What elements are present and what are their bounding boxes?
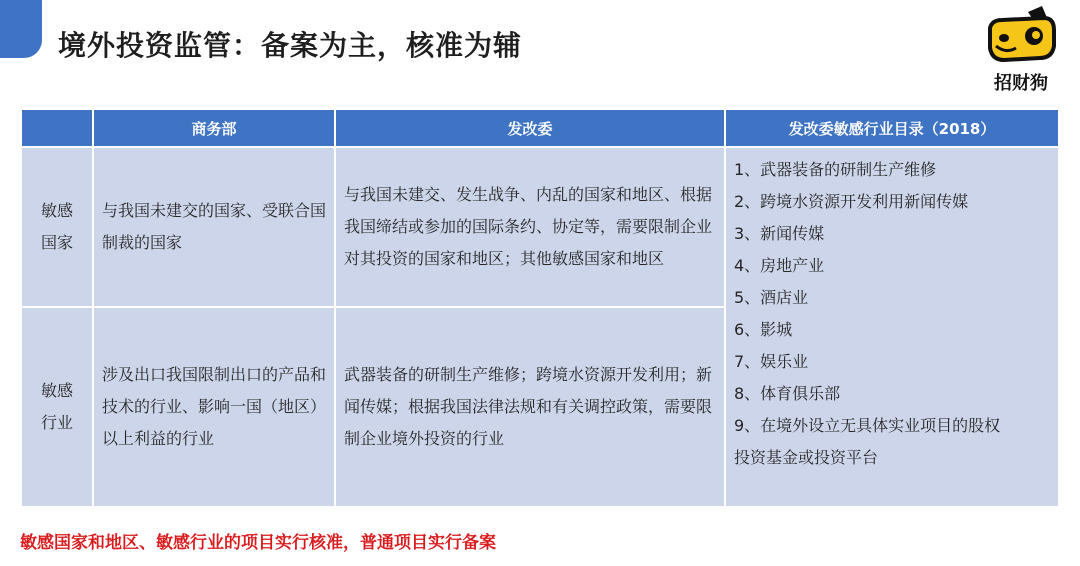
cell-ndrc-countries: 与我国未建交、发生战争、内乱的国家和地区、根据我国缔结或参加的国际条约、协定等，需要限制企业对其投资的国家和地区；其他敏感国家和地区 <box>336 148 724 306</box>
row-label-industries <box>22 308 92 506</box>
header-corner <box>22 110 92 146</box>
page-title: 境外投资监管：备案为主，核准为辅 <box>58 29 523 62</box>
cell-mofcom-countries: 与我国未建交的国家、受联合国制裁的国家 <box>94 148 334 306</box>
cell-mofcom-industries: 涉及出口我国限制出口的产品和技术的行业、影响一国（地区）以上利益的行业 <box>94 308 334 506</box>
list-item: 6、影城 <box>734 320 793 339</box>
table-row <box>22 148 1058 306</box>
comparison-table <box>20 108 1060 508</box>
header-mofcom: 商务部 <box>94 110 334 146</box>
list-item: 3、新闻传媒 <box>734 224 825 243</box>
row-label-countries <box>22 148 92 306</box>
table-header-row <box>22 110 1058 146</box>
list-item: 8、体育俱乐部 <box>734 384 841 403</box>
header-sensitive-list: 发改委敏感行业目录（2018） <box>726 110 1058 146</box>
cell-ndrc-industries: 武器装备的研制生产维修；跨境水资源开发利用；新闻传媒；根据我国法律法规和有关调控政策，需要限制企业境外投资的行业 <box>336 308 724 506</box>
list-item: 9、在境外设立无具体实业项目的股权 <box>734 416 1001 435</box>
brand-logo-text: 招财狗 <box>994 73 1048 94</box>
list-item: 5、酒店业 <box>734 288 809 307</box>
dog-icon <box>982 6 1060 68</box>
row-label-text: 敏感行业 <box>40 381 73 432</box>
cell-sensitive-list <box>726 148 1058 506</box>
title-accent-bar <box>0 0 42 58</box>
list-item-continued: 投资基金或投资平台 <box>734 448 879 467</box>
list-item: 7、娱乐业 <box>734 352 809 371</box>
header-ndrc: 发改委 <box>336 110 724 146</box>
bottom-note: 敏感国家和地区、敏感行业的项目实行核准，普通项目实行备案 <box>20 533 496 553</box>
list-item: 2、跨境水资源开发利用新闻传媒 <box>734 192 969 211</box>
brand-logo <box>978 6 1064 96</box>
list-item: 1、武器装备的研制生产维修 <box>734 160 937 179</box>
row-label-text: 敏感国家 <box>40 201 73 252</box>
list-item: 4、房地产业 <box>734 256 825 275</box>
